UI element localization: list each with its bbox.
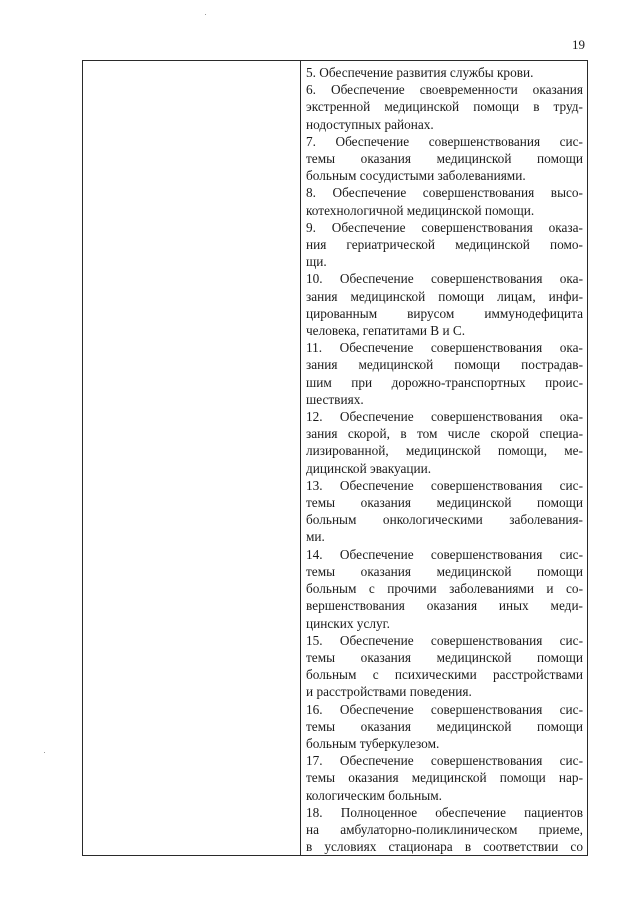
list-item	[306, 632, 583, 701]
list-item	[306, 804, 583, 856]
list-item	[306, 184, 583, 218]
text-line: темы оказания медицинской помощи	[306, 649, 583, 665]
text-line: лизированной, медицинской помощи, ме-	[306, 443, 583, 459]
text-line: щи.	[306, 254, 327, 270]
text-line: 14. Обеспечение совершенствования сис-	[306, 546, 583, 562]
content-table	[82, 60, 588, 856]
text-line: темы оказания медицинской помощи	[306, 563, 583, 579]
text-line: и расстройствами поведения.	[306, 684, 472, 700]
text-line: 7. Обеспечение совершенствования сис-	[306, 133, 583, 149]
list-item	[306, 133, 583, 185]
text-line: экстренной медицинской помощи в труд-	[306, 99, 583, 115]
scan-artifact	[44, 752, 45, 753]
text-line: человека, гепатитами В и С.	[306, 323, 466, 339]
text-line: ми.	[306, 529, 325, 545]
text-line: темы оказания медицинской помощи нар-	[306, 770, 583, 786]
table-row	[83, 61, 588, 856]
text-line: котехнологичной медицинской помощи.	[306, 202, 535, 218]
text-line: темы оказания медицинской помощи	[306, 718, 583, 734]
text-line: шим при дорожно-транспортных проис-	[306, 374, 583, 390]
page-number: 19	[572, 37, 585, 52]
text-line: 8. Обеспечение совершенствования высо-	[306, 185, 583, 201]
scan-artifact	[205, 14, 206, 15]
measures-list	[301, 61, 587, 855]
text-line: цинских услуг.	[306, 615, 390, 631]
text-line: больным сосудистыми заболеваниями.	[306, 168, 526, 184]
text-line: больным туберкулезом.	[306, 735, 440, 751]
list-item	[306, 546, 583, 632]
text-line: дицинской эвакуации.	[306, 460, 432, 476]
text-line: 17. Обеспечение совершенствования сис-	[306, 753, 583, 769]
right-cell	[301, 61, 588, 856]
text-line: 9. Обеспечение совершенствования оказа-	[306, 219, 583, 235]
text-line: 5. Обеспечение развития службы крови.	[306, 65, 534, 80]
list-item	[306, 81, 583, 133]
text-line: в условиях стационара в соответствии со	[306, 839, 583, 855]
text-line: 11. Обеспечение совершенствования ока-	[306, 340, 583, 356]
text-line: 12. Обеспечение совершенствования ока-	[306, 409, 583, 425]
text-line: 15. Обеспечение совершенствования сис-	[306, 632, 583, 648]
text-line: темы оказания медицинской помощи	[306, 151, 583, 167]
text-line: зания медицинской помощи лицам, инфи-	[306, 288, 583, 304]
text-line: больным с психическими расстройствами	[306, 667, 583, 683]
list-item	[306, 270, 583, 339]
text-line: темы оказания медицинской помощи	[306, 495, 583, 511]
text-line: 13. Обеспечение совершенствования сис-	[306, 477, 583, 493]
list-item	[306, 477, 583, 546]
text-line: 16. Обеспечение совершенствования сис-	[306, 701, 583, 717]
text-line: больным с прочими заболеваниями и со-	[306, 581, 583, 597]
text-line: 6. Обеспечение своевременности оказания	[306, 82, 583, 98]
text-line: на амбулаторно-поликлиническом приеме,	[306, 821, 583, 837]
text-line: зания скорой, в том числе скорой специа-	[306, 426, 583, 442]
left-cell	[83, 61, 301, 856]
text-line: зания медицинской помощи пострадав-	[306, 357, 583, 373]
list-item	[306, 752, 583, 804]
list-item	[306, 339, 583, 408]
text-line: вершенствования оказания иных меди-	[306, 598, 583, 614]
text-line: цированным вирусом иммунодефицита	[306, 305, 583, 321]
text-line: шествиях.	[306, 391, 364, 407]
text-line: больным онкологическими заболевания-	[306, 512, 583, 528]
text-line: ния гериатрической медицинской помо-	[306, 237, 583, 253]
list-item	[306, 64, 583, 81]
list-item	[306, 219, 583, 271]
text-line: кологическим больным.	[306, 787, 442, 803]
list-item	[306, 701, 583, 753]
text-line: 10. Обеспечение совершенствования ока-	[306, 271, 583, 287]
text-line: нодоступных районах.	[306, 116, 434, 132]
list-item	[306, 408, 583, 477]
text-line: 18. Полноценное обеспечение пациентов	[306, 804, 583, 820]
